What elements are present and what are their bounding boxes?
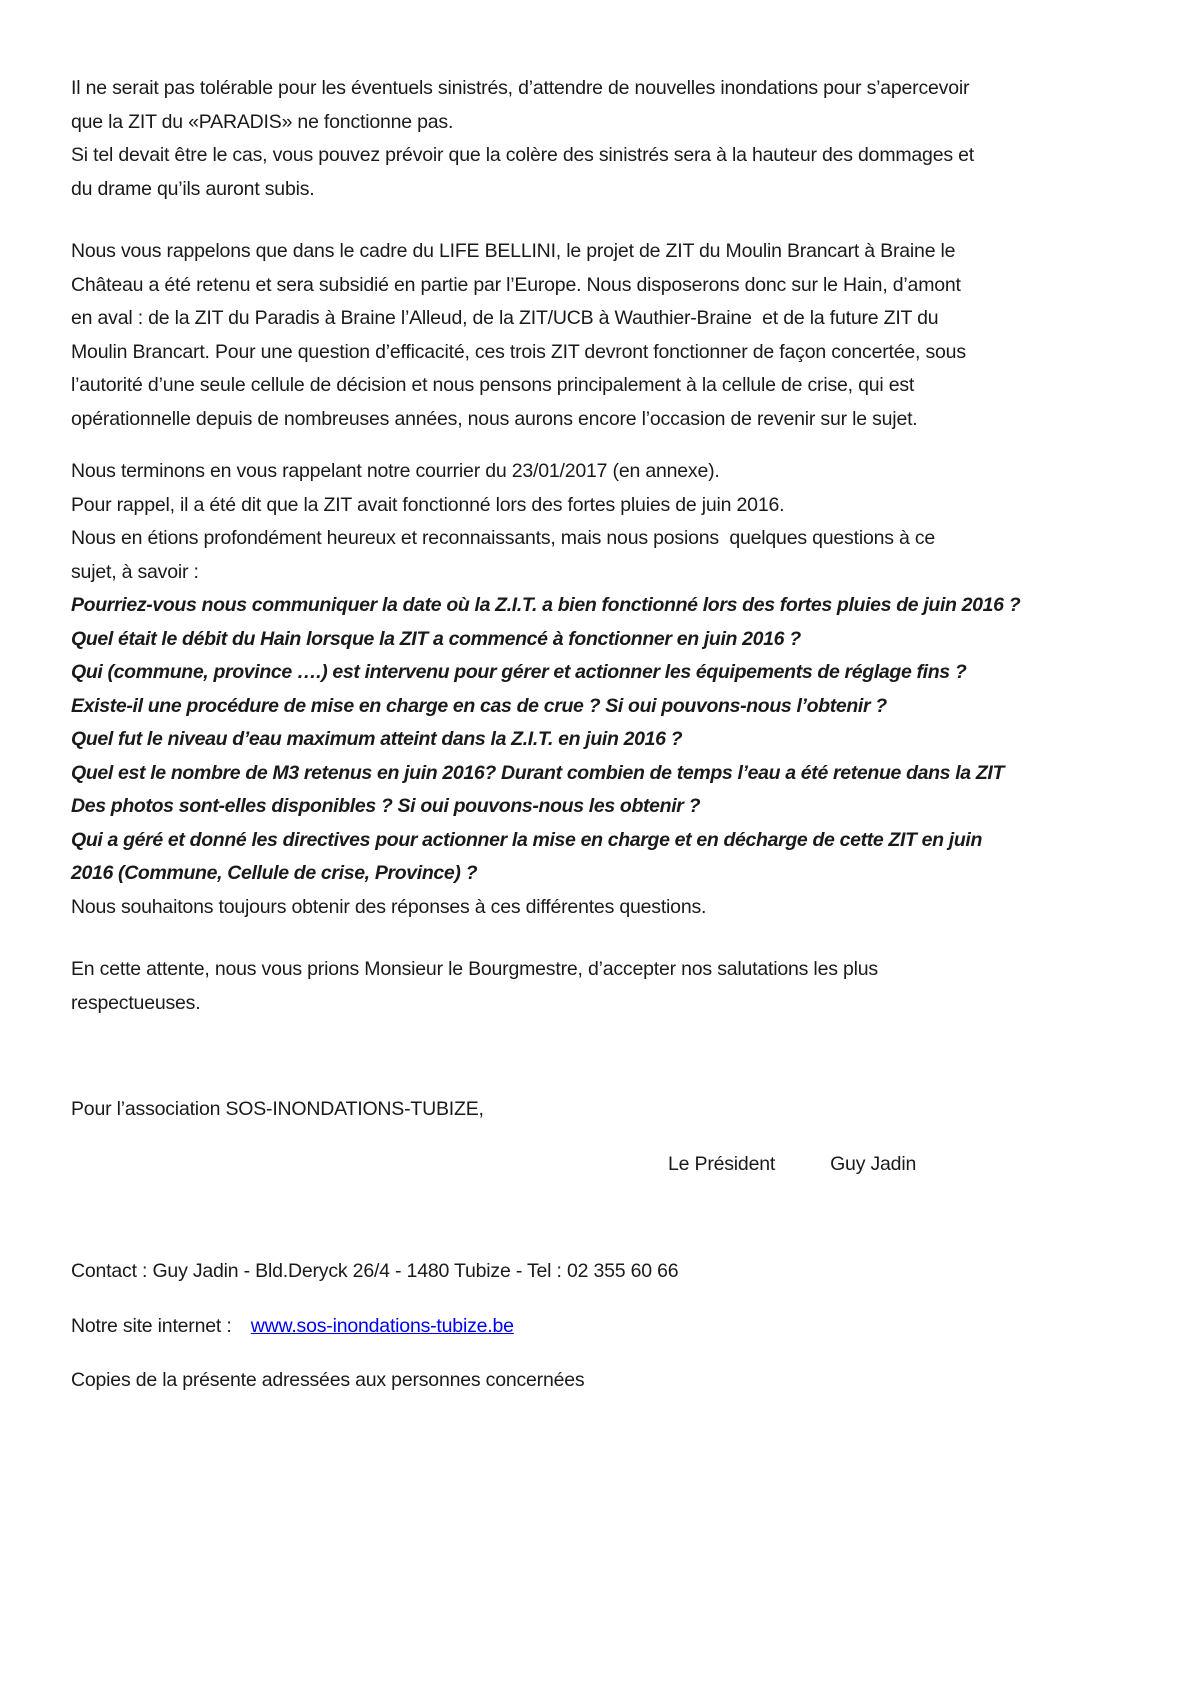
paragraph-rappel-line-2: Pour rappel, il a été dit que la ZIT avait fonctionné lors des fortes pluies de juin 2016.: [71, 493, 785, 516]
paragraph-life-bellini-line-5: l’autorité d’une seule cellule de décision et nous pensons principalement à la cellule de crise, qui est: [71, 374, 915, 396]
questions-list-line-2: Quel était le débit du Hain lorsque la ZIT a commencé à fonctionner en juin 2016 ?: [71, 627, 801, 650]
paragraph-life-bellini-line-6: opérationnelle depuis de nombreuses années, nous aurons encore l’occasion de revenir sur le sujet.: [71, 407, 918, 430]
signature-name: Guy Jadin: [830, 1152, 917, 1175]
contact-line: [71, 1255, 1130, 1289]
paragraph-life-bellini-line-4: Moulin Brancart. Pour une question d’efficacité, ces trois ZIT devront fonctionner de façon concertée, sous: [71, 340, 966, 363]
paragraph-life-bellini-line-2: Château a été retenu et sera subsidié en partie par l’Europe. Nous disposerons donc sur le Hain, d’amont: [71, 273, 961, 296]
paragraph-salutations-line-2: respectueuses.: [71, 991, 201, 1014]
website-line: [71, 1310, 1130, 1344]
paragraph-intro: [71, 72, 1130, 206]
paragraph-souhait-line-1: Nous souhaitons toujours obtenir des réponses à ces différentes questions.: [71, 895, 707, 918]
signature-title: Le Président: [668, 1152, 776, 1175]
signature-association: [71, 1093, 1130, 1127]
questions-list-line-4: Existe-il une procédure de mise en charge en cas de crue ? Si oui pouvons-nous l’obtenir ?: [71, 694, 887, 717]
paragraph-life-bellini-line-3: en aval : de la ZIT du Paradis à Braine l’Alleud, de la ZIT/UCB à Wauthier-Braine et de la future ZIT du: [71, 307, 939, 329]
signature-president: [71, 1148, 1130, 1182]
paragraph-rappel-line-3: Nous en étions profondément heureux et reconnaissants, mais nous posions quelques questions à ce: [71, 527, 936, 549]
website-line-line: [71, 1310, 1130, 1344]
questions-list-line-9: 2016 (Commune, Cellule de crise, Province) ?: [71, 862, 478, 884]
copies-line: [71, 1364, 1130, 1398]
paragraph-intro-line-3: Si tel devait être le cas, vous pouvez prévoir que la colère des sinistrés sera à la hauteur des dommages et: [71, 144, 974, 166]
paragraph-salutations: [71, 953, 1130, 1020]
questions-list-line-5: Quel fut le niveau d’eau maximum atteint dans la Z.I.T. en juin 2016 ?: [71, 728, 683, 750]
questions-list-line-7: Des photos sont-elles disponibles ? Si oui pouvons-nous les obtenir ?: [71, 795, 701, 817]
paragraph-life-bellini: [71, 235, 1130, 436]
paragraph-intro-line-2: que la ZIT du «PARADIS» ne fonctionne pas.: [71, 110, 454, 133]
paragraph-rappel-line-1: Nous terminons en vous rappelant notre courrier du 23/01/2017 (en annexe).: [71, 460, 720, 482]
questions-list-line-8: Qui a géré et donné les directives pour actionner la mise en charge et en décharge de cette ZIT en juin: [71, 828, 983, 851]
document-body: [71, 72, 1130, 1398]
paragraph-salutations-line-1: En cette attente, nous vous prions Monsieur le Bourgmestre, d’accepter nos salutations les plus: [71, 958, 878, 980]
website-link[interactable]: www.sos-inondations-tubize.be: [250, 1314, 514, 1337]
paragraph-intro-line-4: du drame qu’ils auront subis.: [71, 177, 315, 200]
signature-president-line: [71, 1148, 1130, 1182]
paragraph-rappel-line-4: sujet, à savoir :: [71, 560, 199, 583]
paragraph-life-bellini-line-1: Nous vous rappelons que dans le cadre du LIFE BELLINI, le projet de ZIT du Moulin Brancart à Braine le: [71, 240, 956, 262]
paragraph-intro-line-1: Il ne serait pas tolérable pour les éventuels sinistrés, d’attendre de nouvelles inondations pour s’apercevoir: [71, 77, 970, 99]
copies-line-line-1: Copies de la présente adressées aux personnes concernées: [71, 1369, 585, 1391]
contact-line-line-1: Contact : Guy Jadin - Bld.Deryck 26/4 - 1480 Tubize - Tel : 02 355 60 66: [71, 1260, 679, 1282]
questions-list-line-1: Pourriez-vous nous communiquer la date où la Z.I.T. a bien fonctionné lors des fortes pluies de juin 2016 ?: [71, 594, 1021, 616]
paragraph-souhait: [71, 891, 1130, 925]
website-label: Notre site internet :: [71, 1314, 237, 1337]
questions-list: [71, 589, 1130, 891]
questions-list-line-6: Quel est le nombre de M3 retenus en juin 2016? Durant combien de temps l’eau a été retenue dans la ZIT: [71, 761, 1005, 784]
questions-list-line-3: Qui (commune, province ….) est intervenu pour gérer et actionner les équipements de réglage fins ?: [71, 661, 967, 683]
signature-association-line-1: Pour l’association SOS-INONDATIONS-TUBIZE,: [71, 1098, 484, 1120]
paragraph-rappel: [71, 455, 1130, 589]
